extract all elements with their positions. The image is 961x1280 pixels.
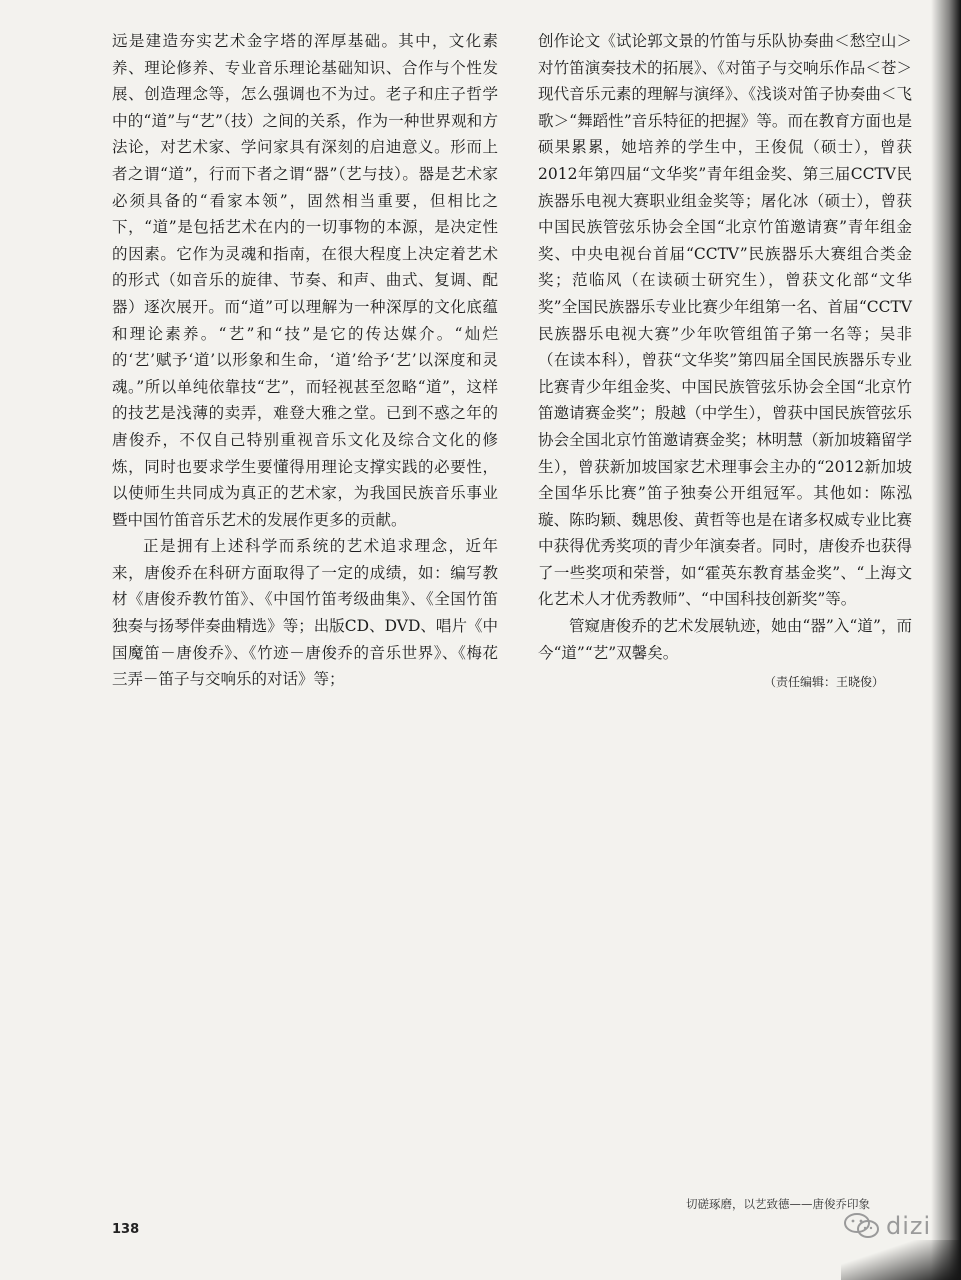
left-text-column xyxy=(112,28,498,693)
scan-edge-shadow xyxy=(931,0,961,1280)
watermark-text: dizi xyxy=(886,1212,932,1240)
scan-corner-shadow xyxy=(841,1240,961,1280)
paragraph: 管窥唐俊乔的艺术发展轨迹，她由“器”入“道”，而今“道”“艺”双馨矣。 xyxy=(538,617,912,662)
page-number: 138 xyxy=(112,1222,140,1237)
paragraph: 远是建造夯实艺术金字塔的浑厚基础。其中，文化素养、理论修养、专业音乐理论基础知识、合作与个性发展、创造理念等，怎么强调也不为过。老子和庄子哲学中的“道”与“艺”（技）之间的关系，作为一种世界观和方法论，对艺术家、学问家具有深刻的启迪意义。形而上者之谓“道”，行而下者之谓“器”（艺与技）。器是艺术家必须具备的“看家本领”，固然相当重要，但相比之下，“道”是包括艺术在内的一切事物的本源，是决定性的因素。它作为灵魂和指南，在很大程度上决定着艺术的形式（如音乐的旋律、节奏、和声、曲式、复调、配器）逐次展开。而“道”可以理解为一种深厚的文化底蕴和理论素养。“艺”和“技”是它的传达媒介。“灿烂的‘艺’赋予‘道’以形象和生命，‘道’给予‘艺’以深度和灵魂。”所以单纯依靠技“艺”，而轻视甚至忽略“道”，这样的技艺是浅薄的卖弄，难登大雅之堂。已到不惑之年的唐俊乔，不仅自己特别重视音乐文化及综合文化的修炼，同时也要求学生要懂得用理论支撑实践的必要性，以使师生共同成为真正的艺术家，为我国民族音乐事业暨中国竹笛音乐艺术的发展作更多的贡献。 xyxy=(112,32,498,529)
right-text-column xyxy=(538,28,912,692)
editor-credit: （责任编辑：王晓俊） xyxy=(763,675,884,690)
running-footer-title: 切磋琢磨，以艺致德——唐俊乔印象 xyxy=(686,1197,870,1211)
paragraph: 正是拥有上述科学而系统的艺术追求理念，近年来，唐俊乔在科研方面取得了一定的成绩，如：编写教材《唐俊乔教竹笛》、《中国竹笛考级曲集》、《全国竹笛独奏与扬琴伴奏曲精选》等；出版CD、DVD、唱片《中国魔笛－唐俊乔》、《竹迹－唐俊乔的音乐世界》、《梅花三弄－笛子与交响乐的对话》等； xyxy=(112,537,498,689)
paragraph: 创作论文《试论郭文景的竹笛与乐队协奏曲＜愁空山＞对竹笛演奏技术的拓展》、《对笛子与交响乐作品＜苍＞现代音乐元素的理解与演绎》、《浅谈对笛子协奏曲＜飞歌＞“舞蹈性”音乐特征的把握》等。而在教育方面也是硕果累累，她培养的学生中，王俊侃（硕士），曾获2012年第四届“文华奖”青年组金奖、第三届CCTV民族器乐电视大赛职业组金奖等；屠化冰（硕士），曾获中国民族管弦乐协会全国“北京竹笛邀请赛”青年组金奖、中央电视台首届“CCTV”民族器乐大赛组合类金奖；范临风（在读硕士研究生），曾获文化部“文华奖”全国民族器乐专业比赛少年组第一名、首届“CCTV民族器乐电视大赛”少年吹管组笛子第一名等；吴非（在读本科），曾获“文华奖”第四届全国民族器乐专业比赛青少年组金奖、中国民族管弦乐协会全国“北京竹笛邀请赛金奖”；殷越（中学生），曾获中国民族管弦乐协会全国北京竹笛邀请赛金奖；林明慧（新加坡籍留学生），曾获新加坡国家艺术理事会主办的“2012新加坡全国华乐比赛”笛子独奏公开组冠军。其他如：陈泓璇、陈昀颖、魏思俊、黄哲等也是在诸多权威专业比赛中获得优秀奖项的青少年演奏者。同时，唐俊乔也获得了一些奖项和荣誉，如“霍英东教育基金奖”、“上海文化艺术人才优秀教师”、“中国科技创新奖”等。 xyxy=(538,32,912,609)
wechat-icon xyxy=(842,1211,882,1241)
